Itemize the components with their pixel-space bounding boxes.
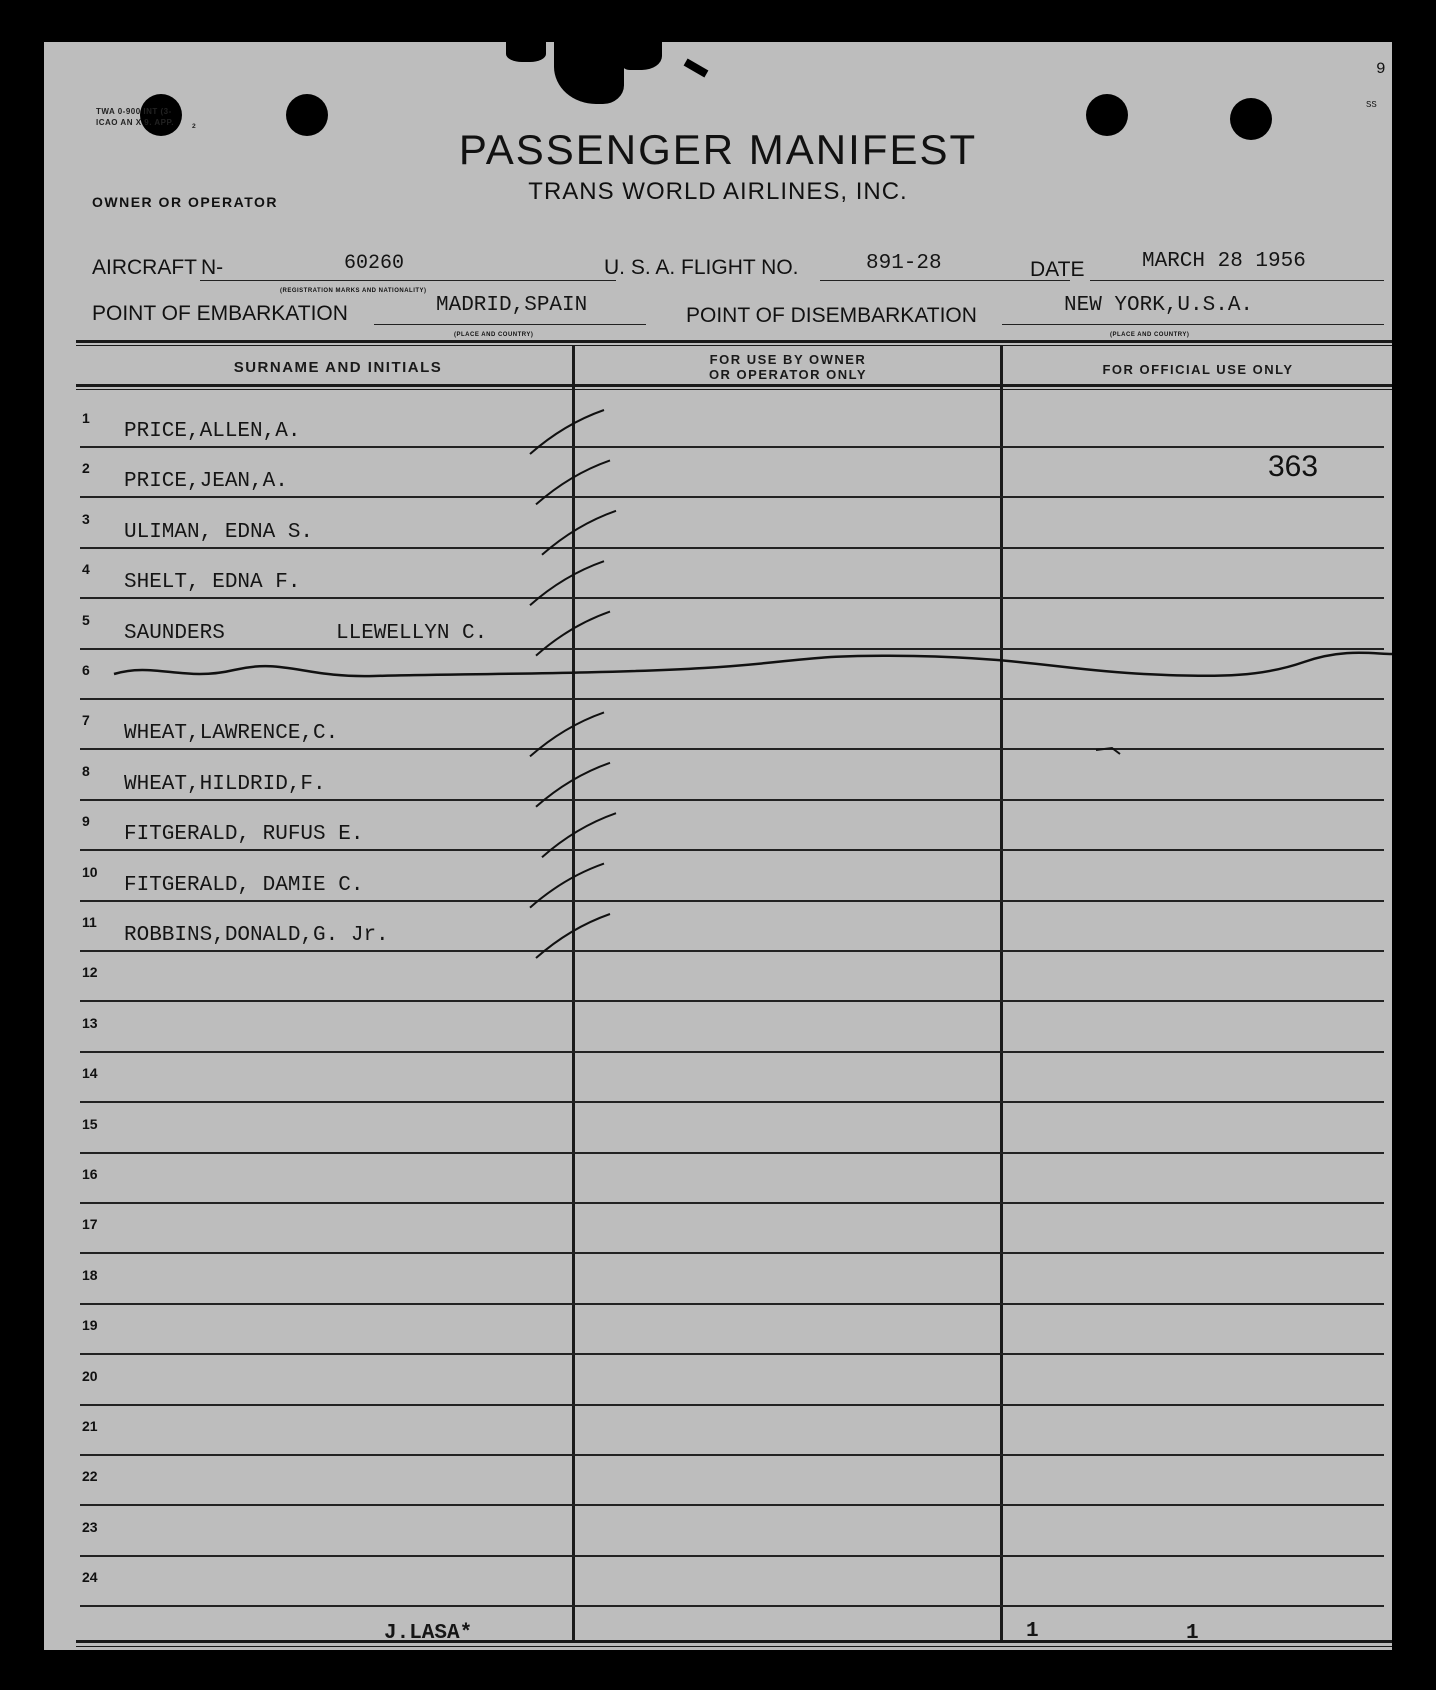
- owner-use-header-line: OR OPERATOR ONLY: [708, 367, 868, 382]
- corner-mark: 9: [1376, 60, 1386, 78]
- passenger-name: ROBBINS,DONALD,G. Jr.: [124, 924, 389, 947]
- row-number: 6: [82, 662, 90, 678]
- embark-note: (PLACE AND COUNTRY): [454, 332, 534, 338]
- flight-label: U. S. A. FLIGHT NO.: [604, 256, 799, 279]
- flight-value: 891-28: [866, 252, 942, 275]
- row-number: 18: [82, 1266, 98, 1283]
- row-number: 10: [82, 863, 98, 880]
- row-number: 8: [82, 762, 90, 779]
- aircraft-prefix: N-: [201, 256, 224, 279]
- row-number: 11: [82, 914, 97, 930]
- owner-use-header-line: FOR USE BY OWNER: [709, 352, 867, 367]
- row-number: 5: [82, 611, 90, 628]
- row-number: 12: [82, 964, 98, 981]
- row-number: 1: [82, 410, 90, 426]
- row-number: 14: [82, 1065, 98, 1082]
- check-mark: [536, 763, 610, 807]
- check-mark: [542, 511, 616, 555]
- airline-name: TRANS WORLD AIRLINES, INC.: [528, 178, 908, 205]
- row-number: 9: [82, 813, 90, 830]
- row-number: 21: [82, 1418, 98, 1434]
- check-mark: [536, 460, 610, 504]
- passenger-name: SAUNDERS: [124, 621, 225, 645]
- row-number: 7: [82, 712, 90, 729]
- embark-value: MADRID,SPAIN: [436, 294, 588, 317]
- row-number: 22: [82, 1468, 98, 1485]
- count-right: 1: [1186, 1622, 1199, 1645]
- check-mark: [530, 712, 604, 756]
- passenger-name: SHELT, EDNA F.: [124, 571, 301, 595]
- strike-line: [114, 653, 1392, 676]
- check-mark: [530, 561, 604, 605]
- passenger-name: FITGERALD, DAMIE C.: [124, 873, 364, 897]
- check-mark: [536, 612, 610, 656]
- row-number: 19: [82, 1317, 98, 1334]
- disembark-label: POINT OF DISEMBARKATION: [686, 304, 977, 327]
- row-number: 17: [82, 1216, 98, 1233]
- row-number: 16: [82, 1166, 98, 1182]
- aircraft-value: 60260: [344, 252, 405, 275]
- disembark-value: NEW YORK,U.S.A.: [1064, 294, 1254, 317]
- official-use-header: FOR OFFICIAL USE ONLY: [1102, 362, 1294, 377]
- embark-label: POINT OF EMBARKATION: [92, 302, 348, 325]
- row-number: 15: [82, 1115, 98, 1132]
- row-number: 4: [82, 561, 90, 578]
- official-number: 363: [1268, 450, 1319, 483]
- manifest-page: [44, 42, 1392, 1650]
- passenger-name: LLEWELLYN C.: [336, 621, 488, 645]
- aircraft-label-text: AIRCRAFT: [92, 256, 197, 279]
- date-label: DATE: [1030, 258, 1085, 281]
- passenger-name: ULIMAN, EDNA S.: [124, 520, 314, 544]
- row-number: 20: [82, 1367, 98, 1384]
- passenger-name: WHEAT,HILDRID,F.: [124, 772, 326, 796]
- page-title: PASSENGER MANIFEST: [458, 126, 978, 173]
- handwritten-marks: [44, 42, 1392, 1650]
- check-mark: [542, 813, 616, 857]
- form-code-sub: 2: [192, 122, 197, 130]
- owner-label: OWNER OR OPERATOR: [92, 194, 278, 210]
- form-code-line: ICAO AN X 9. APP.: [96, 118, 174, 127]
- row-number: 3: [82, 510, 90, 527]
- row-number: 2: [82, 460, 90, 477]
- passenger-name: PRICE,ALLEN,A.: [124, 420, 301, 443]
- passenger-name: FITGERALD, RUFUS E.: [124, 823, 364, 847]
- check-mark: [536, 914, 610, 958]
- check-mark: [530, 410, 604, 454]
- corner-mark: SS: [1366, 100, 1377, 110]
- form-code-line: TWA 0-900 INT (3-: [96, 107, 172, 116]
- signature: J.LASA*: [384, 1622, 473, 1645]
- count-left: 1: [1026, 1620, 1039, 1643]
- aircraft-note: (REGISTRATION MARKS AND NATIONALITY): [280, 288, 427, 294]
- row-number: 23: [82, 1518, 98, 1535]
- passenger-name: PRICE,JEAN,A.: [124, 470, 288, 494]
- row-number: 13: [82, 1014, 98, 1031]
- disembark-note: (PLACE AND COUNTRY): [1110, 332, 1190, 338]
- date-value: MARCH 28 1956: [1142, 250, 1306, 273]
- dash-mark: [1096, 748, 1120, 754]
- row-number: 24: [82, 1569, 98, 1586]
- check-mark: [530, 864, 604, 908]
- surname-header: SURNAME AND INITIALS: [233, 359, 443, 376]
- passenger-name: WHEAT,LAWRENCE,C.: [124, 722, 339, 746]
